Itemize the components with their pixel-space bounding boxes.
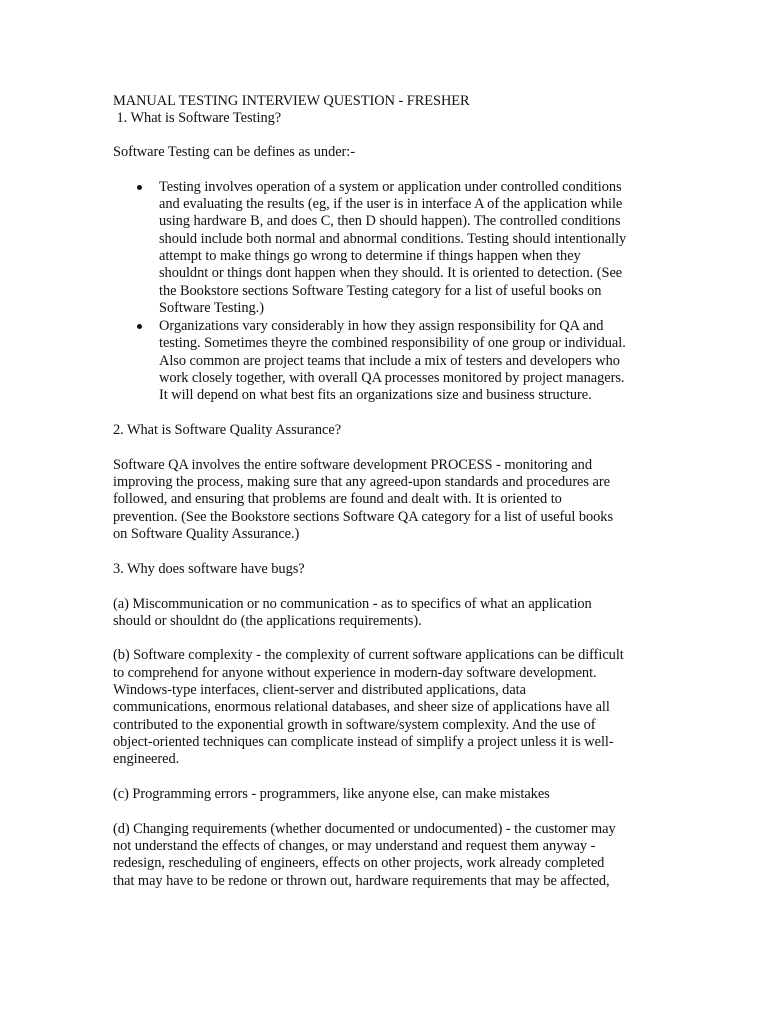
question-1-intro: Software Testing can be defines as under:- (113, 144, 355, 160)
question-3-point-d-line: (d) Changing requirements (whether documented or undocumented) - the customer may (113, 821, 616, 837)
question-2-text-line: followed, and ensuring that problems are found and dealt with. It is oriented to (113, 491, 562, 507)
bullet-2-line: Organizations vary considerably in how they assign responsibility for QA and (159, 318, 604, 334)
question-3-point-d-line: redesign, rescheduling of engineers, effects on other projects, work already completed (113, 855, 605, 871)
question-3-point-b-line: communications, enormous relational databases, and sheer size of applications have all (113, 699, 610, 715)
bullet-2-line: Also common are project teams that include a mix of testers and developers who (159, 353, 620, 369)
document-title: MANUAL TESTING INTERVIEW QUESTION - FRESHER (113, 93, 470, 109)
bullet-1-line: should include both normal and abnormal conditions. Testing should intentionally (159, 231, 627, 247)
question-3-point-b-line: object-oriented techniques can complicate instead of simplify a project unless it is well- (113, 734, 614, 750)
question-3-point-a-line: should or shouldnt do (the applications requirements). (113, 613, 422, 629)
bullet-1-line: the Bookstore sections Software Testing category for a list of useful books on (159, 283, 602, 299)
question-2-text-line: Software QA involves the entire software development PROCESS - monitoring and (113, 457, 592, 473)
question-3-point-b-line: (b) Software complexity - the complexity of current software applications can be difficult (113, 647, 624, 663)
bullet-1-line: and evaluating the results (eg, if the user is in interface A of the application while (159, 196, 623, 212)
bullet-1-line: Software Testing.) (159, 300, 264, 316)
question-3-heading: 3. Why does software have bugs? (113, 561, 305, 577)
question-3-point-c-line: (c) Programming errors - programmers, like anyone else, can make mistakes (113, 786, 550, 802)
question-3-point-b-line: engineered. (113, 751, 180, 767)
question-3-point-b-line: contributed to the exponential growth in software/system complexity. And the use of (113, 717, 596, 733)
question-2-text-line: improving the process, making sure that any agreed-upon standards and procedures are (113, 474, 610, 490)
bullet-1-line: Testing involves operation of a system or application under controlled conditions (159, 179, 622, 195)
question-1-heading: 1. What is Software Testing? (113, 110, 282, 126)
question-3-point-b-line: Windows-type interfaces, client-server and distributed applications, data (113, 682, 526, 698)
question-3-point-b-line: to comprehend for anyone without experience in modern-day software development. (113, 665, 597, 681)
bullet-2-line: It will depend on what best fits an organizations size and business structure. (159, 387, 592, 403)
question-3-point-d-line: that may have to be redone or thrown out, hardware requirements that may be affected, (113, 873, 610, 889)
question-2-heading: 2. What is Software Quality Assurance? (113, 422, 342, 438)
question-2-text-line: prevention. (See the Bookstore sections Software QA category for a list of useful books (113, 509, 614, 525)
bullet-marker (137, 185, 142, 190)
bullet-2-line: work closely together, with overall QA processes monitored by project managers. (159, 370, 625, 386)
bullet-1-line: attempt to make things go wrong to determine if things happen when they (159, 248, 581, 264)
question-3-point-a-line: (a) Miscommunication or no communication - as to specifics of what an application (113, 596, 592, 612)
bullet-2-line: testing. Sometimes theyre the combined responsibility of one group or individual. (159, 335, 626, 351)
bullet-1-line: using hardware B, and does C, then D should happen). The controlled conditions (159, 213, 621, 229)
bullet-marker (137, 324, 142, 329)
question-3-point-d-line: not understand the effects of changes, or may understand and request them anyway - (113, 838, 596, 854)
bullet-1-line: shouldnt or things dont happen when they should. It is oriented to detection. (See (159, 265, 623, 281)
question-2-text-line: on Software Quality Assurance.) (113, 526, 300, 542)
